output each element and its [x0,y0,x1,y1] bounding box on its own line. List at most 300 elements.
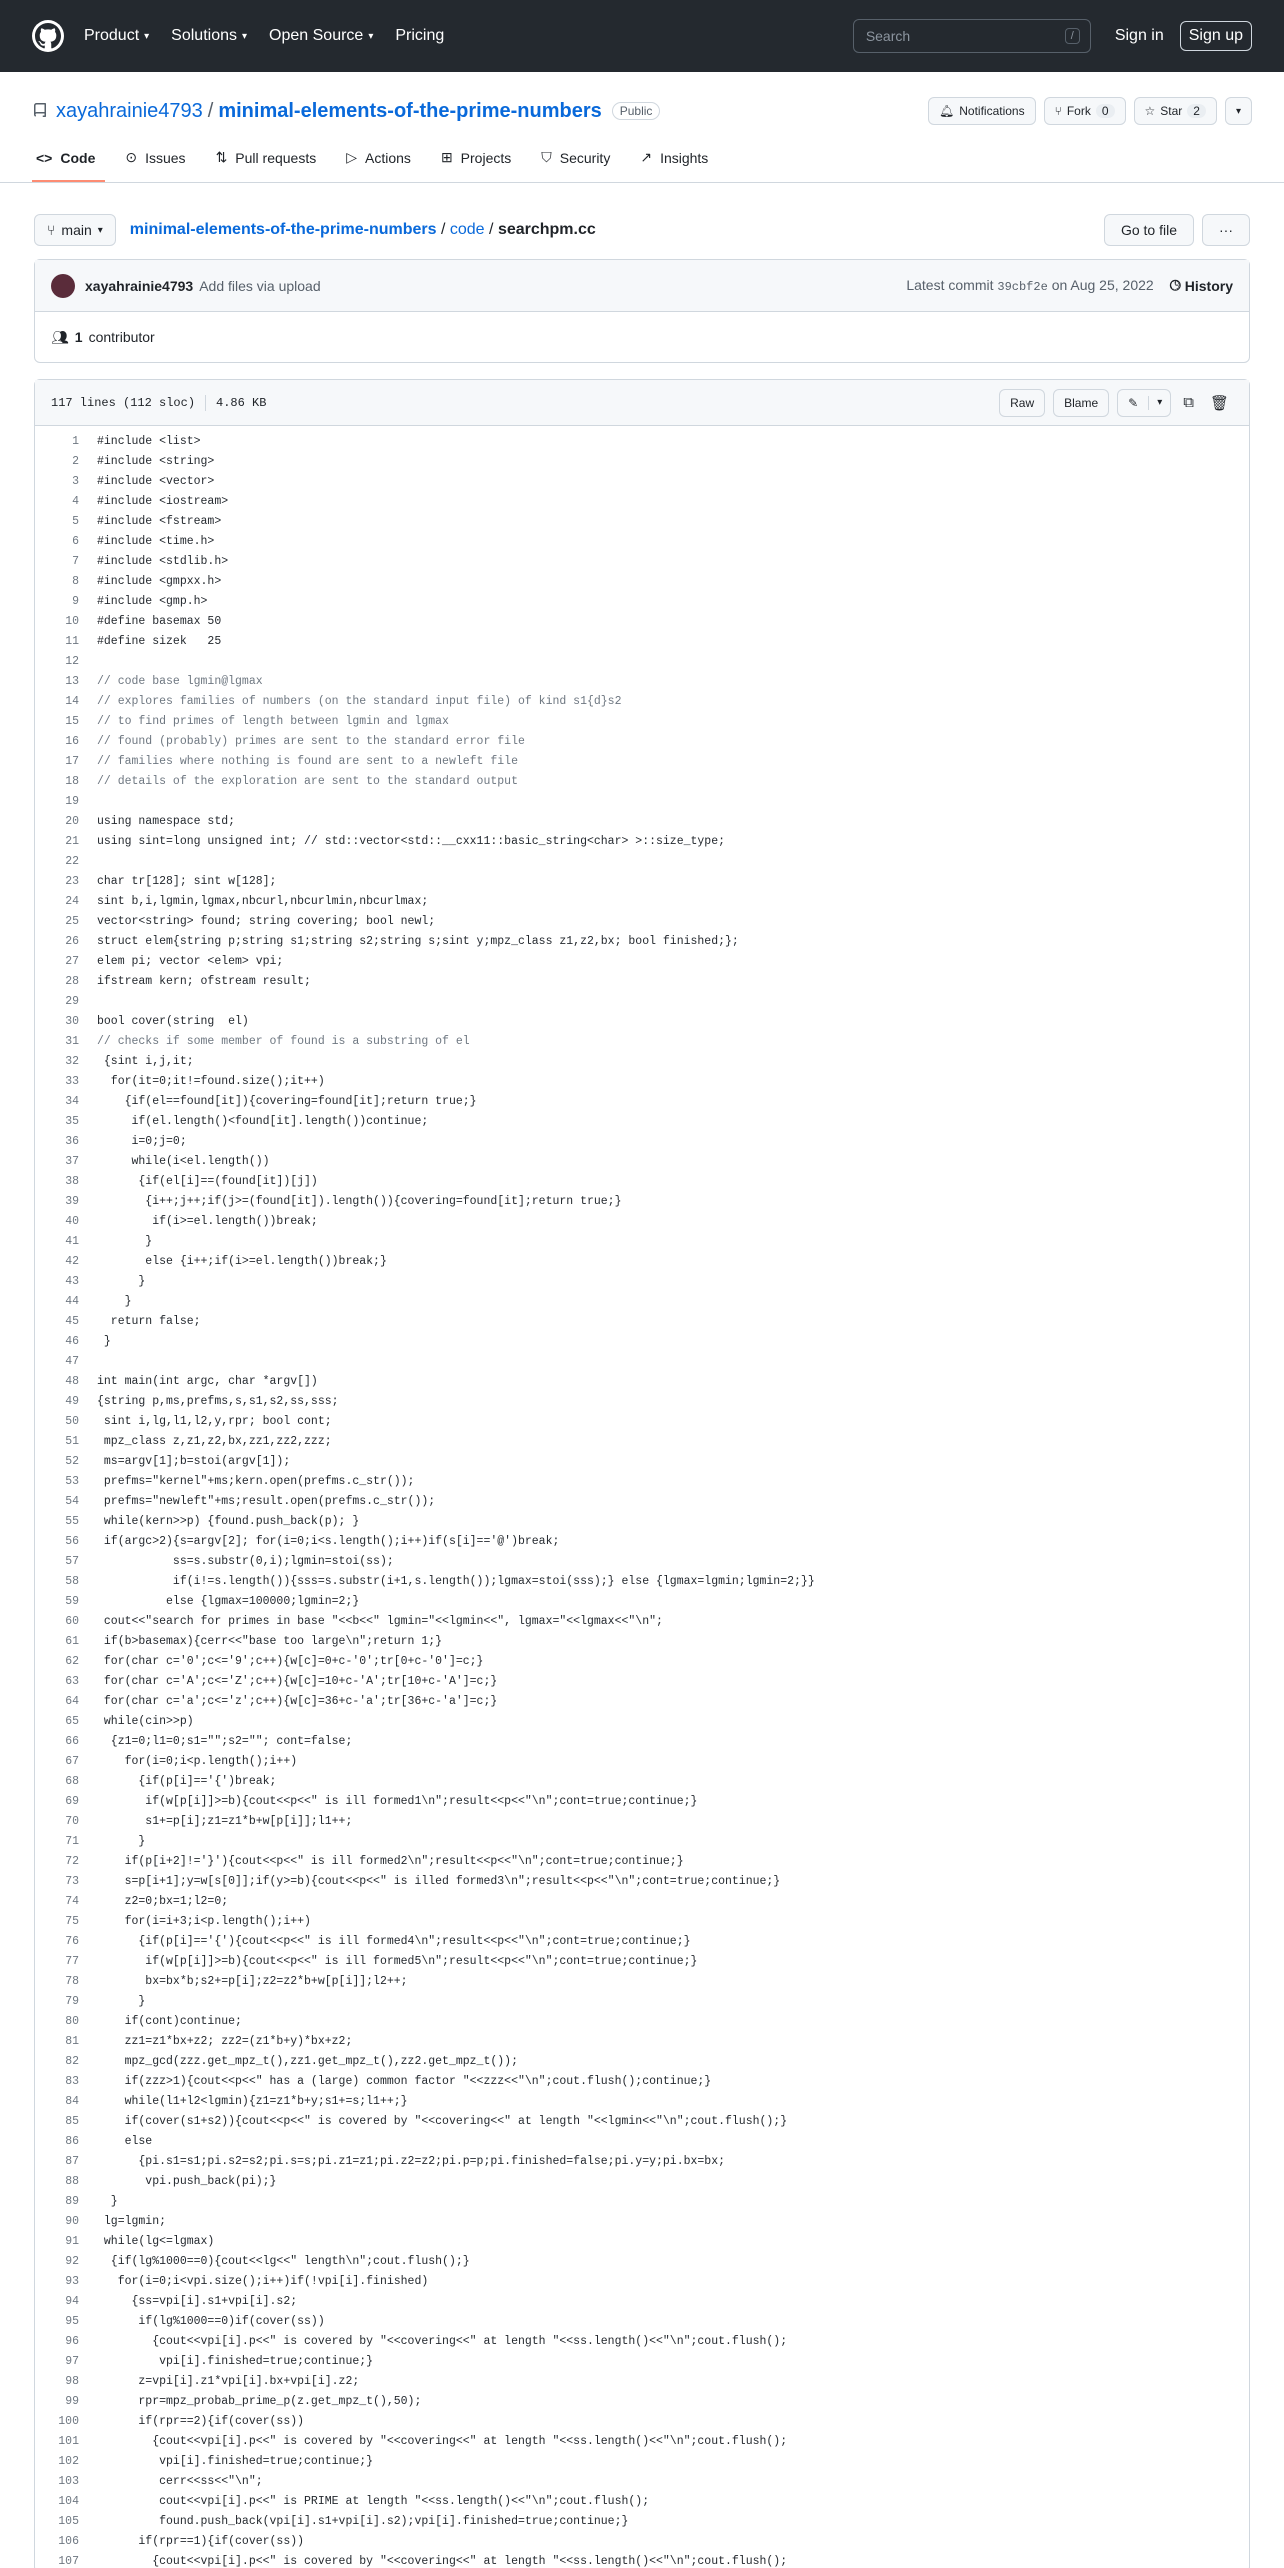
code-line [35,652,1249,672]
line-text: while(l1+l2<lgmin){z1=z1*b+y;s1+=s;l1++;} [97,2095,408,2108]
line-number[interactable]: 63 [65,1675,79,1688]
code-line [35,972,1249,992]
latest-commit-row [35,260,1249,312]
line-text: {pi.s1=s1;pi.s2=s2;pi.s=s;pi.z1=z1;pi.z2=z2;pi.p=p;pi.finished=false;pi.y=y;pi.bx=bx; [97,2155,726,2168]
line-text: {string p,ms,prefms,s,s1,s2,ss,sss; [97,1395,339,1408]
line-text: mpz_class z,z1,z2,bx,zz1,zz2,zzz; [97,1435,332,1448]
code-line [35,2492,1249,2512]
line-number[interactable]: 30 [65,1015,79,1028]
line-text: vpi[i].finished=true;continue;} [97,2455,374,2468]
line-text: vector<string> found; string covering; bool newl; [97,915,436,928]
breadcrumb [130,221,596,239]
line-number[interactable]: 51 [65,1435,79,1448]
contributors-row[interactable]: 👥︎ 1 contributor [51,328,155,345]
line-number[interactable]: 73 [65,1875,79,1888]
edit-button[interactable] [1117,389,1171,417]
commit-sha-link[interactable]: 39cbf2e [997,280,1048,294]
line-number[interactable]: 83 [65,2075,79,2088]
line-number[interactable]: 97 [65,2355,79,2368]
line-text: for(it=0;it!=found.size();it++) [97,1075,325,1088]
line-number[interactable]: 31 [65,1035,79,1048]
line-number[interactable]: 65 [65,1715,79,1728]
line-text: lg=lgmin; [97,2215,167,2228]
chevron-down-icon: ▾ [368,30,374,42]
line-number[interactable]: 58 [65,1575,79,1588]
line-number[interactable]: 8 [72,575,79,588]
code-line [35,592,1249,612]
line-number[interactable]: 49 [65,1395,79,1408]
chevron-down-icon: ▾ [1157,397,1163,408]
line-number[interactable]: 4 [72,495,79,508]
code-line [35,832,1249,852]
line-text: // to find primes of length between lgmin and lgmax [97,715,449,728]
code-line [35,1592,1249,1612]
line-text: found.push_back(vpi[i].s1+vpi[i].s2);vpi[i].finished=true;continue;} [97,2515,629,2528]
line-number[interactable]: 32 [65,1055,79,1068]
file-size: 4.86 KB [216,395,267,410]
line-text: #include <stdlib.h> [97,555,229,568]
code-line [35,472,1249,492]
code-line [35,1852,1249,1872]
line-text: cerr<<ss<<"\n"; [97,2475,263,2488]
line-number[interactable]: 2 [72,455,79,468]
code-line [35,2412,1249,2432]
line-number[interactable]: 20 [65,815,79,828]
line-number[interactable]: 56 [65,1535,79,1548]
line-number[interactable]: 13 [65,675,79,688]
line-number[interactable]: 21 [65,835,79,848]
line-text: struct elem{string p;string s1;string s2;string s;sint y;mpz_class z1,z2,bx; bool finished;}; [97,935,739,948]
line-text: #include <iostream> [97,495,229,508]
code-line [35,692,1249,712]
star-button[interactable]: ☆ Star 2 [1134,97,1217,125]
line-text: vpi[i].finished=true;continue;} [97,2355,374,2368]
line-number[interactable]: 88 [65,2175,79,2188]
code-line [35,632,1249,652]
chevron-down-icon: ▾ [97,224,103,236]
line-text: {ss=vpi[i].s1+vpi[i].s2; [97,2295,298,2308]
code-line [35,2132,1249,2152]
line-number[interactable]: 16 [65,735,79,748]
line-text: while(cin>>p) [97,1715,194,1728]
code-line [35,1192,1249,1212]
branch-select[interactable]: ⑂ main ▾ [34,214,116,246]
line-number[interactable]: 5 [72,515,79,528]
code-line [35,2032,1249,2052]
line-number[interactable]: 98 [65,2375,79,2388]
copy-icon[interactable]: ⧉ [1183,394,1194,411]
code-line [35,2072,1249,2092]
shield-icon: ⛉ [541,149,552,165]
code-line [35,452,1249,472]
code-line [35,2512,1249,2532]
tab-pull-requests[interactable]: ⇅ Pull requests [215,149,317,166]
line-text: // explores families of numbers (on the standard input file) of kind s1{d}s2 [97,695,622,708]
code-line [35,1372,1249,1392]
fork-button[interactable]: ⑂ Fork 0 [1044,97,1126,125]
repo-title [32,72,1252,134]
code-line [35,1772,1249,1792]
code-line [35,612,1249,632]
line-number[interactable]: 69 [65,1795,79,1808]
line-number[interactable]: 61 [65,1635,79,1648]
line-text: for(char c='a';c<='z';c++){w[c]=36+c-'a';tr[36+c-'a']=c;} [97,1695,498,1708]
line-text: s1+=p[i];z1=z1*b+w[p[i]];l1++; [97,1815,353,1828]
tab-actions[interactable]: ▷ Actions [346,149,411,166]
play-icon: ▷ [346,149,358,165]
line-number[interactable]: 24 [65,895,79,908]
code-line [35,2392,1249,2412]
line-number[interactable]: 52 [65,1455,79,1468]
line-text: {if(p[i]=='{')break; [97,1775,277,1788]
line-number[interactable]: 74 [65,1895,79,1908]
sign-up-button[interactable]: Sign up [1180,21,1252,51]
line-number[interactable]: 90 [65,2215,79,2228]
line-number[interactable]: 48 [65,1375,79,1388]
line-number[interactable]: 42 [65,1255,79,1268]
code-line [35,952,1249,972]
history-link[interactable]: 🕒︎ History [1169,277,1233,294]
blame-button[interactable]: Blame [1053,389,1109,417]
line-number[interactable]: 12 [65,655,79,668]
line-number[interactable]: 82 [65,2055,79,2068]
breadcrumb-repo-link[interactable]: minimal-elements-of-the-prime-numbers [129,221,437,238]
line-number[interactable]: 79 [65,1995,79,2008]
line-text: } [97,1275,146,1288]
code-line [35,1472,1249,1492]
visibility-badge: Public [612,102,661,120]
line-number[interactable]: 3 [72,475,79,488]
code-line [35,2452,1249,2472]
line-number[interactable]: 50 [65,1415,79,1428]
line-number[interactable]: 64 [65,1695,79,1708]
line-text: z=vpi[i].z1*vpi[i].bx+vpi[i].z2; [97,2375,360,2388]
line-number[interactable]: 93 [65,2275,79,2288]
line-text: elem pi; vector <elem> vpi; [97,955,284,968]
search-input[interactable]: Search / [853,19,1091,53]
code-line [35,1932,1249,1952]
line-number[interactable]: 57 [65,1555,79,1568]
code-line [35,1992,1249,2012]
line-number[interactable]: 95 [65,2315,79,2328]
line-text: else {lgmax=100000;lgmin=2;} [97,1595,360,1608]
line-text: char tr[128]; sint w[128]; [97,875,277,888]
line-text: zz1=z1*bx+z2; zz2=(z1*b+y)*bx+z2; [97,2035,353,2048]
code-line [35,1872,1249,1892]
line-number[interactable]: 38 [65,1175,79,1188]
line-number[interactable]: 103 [58,2475,79,2488]
code-line [35,672,1249,692]
nav-solutions[interactable]: Solutions ▾ [171,27,248,44]
bell-icon: 🔔︎ [939,104,955,118]
line-number[interactable]: 60 [65,1615,79,1628]
line-number[interactable]: 35 [65,1115,79,1128]
code-line [35,1412,1249,1432]
trash-icon[interactable]: 🗑︎ [1209,394,1229,412]
code-line [35,712,1249,732]
line-number[interactable]: 19 [65,795,79,808]
code-line [35,1032,1249,1052]
commit-author-link[interactable]: xayahrainie4793 [85,277,194,294]
tab-code[interactable]: <> Code [32,150,105,182]
code-line [35,1532,1249,1552]
tab-security[interactable]: ⛉ Security [541,149,611,166]
branch-icon: ⑂ [47,222,56,238]
avatar[interactable] [51,274,75,298]
line-text: {i++;j++;if(j>=(found[it]).length()){covering=found[it];return true;} [97,1195,622,1208]
line-number[interactable]: 28 [65,975,79,988]
line-number[interactable]: 78 [65,1975,79,1988]
code-line [35,1652,1249,1672]
line-number[interactable]: 43 [65,1275,79,1288]
code-line [35,1212,1249,1232]
nav-open-source[interactable]: Open Source ▾ [269,27,374,44]
line-number[interactable]: 37 [65,1155,79,1168]
line-number[interactable]: 81 [65,2035,79,2048]
line-text: cout<<vpi[i].p<<" is PRIME at length "<<ss.length()<<"\n";cout.flush(); [97,2495,650,2508]
line-number[interactable]: 105 [58,2515,79,2528]
issue-icon: ⊙ [125,149,138,165]
line-number[interactable]: 10 [65,615,79,628]
code-line [35,1452,1249,1472]
code-line [35,1352,1249,1372]
pull-request-icon: ⇅ [215,149,228,165]
code-line [35,1132,1249,1152]
chevron-down-icon: ▾ [1235,105,1241,117]
sign-in-link[interactable]: Sign in [1114,27,1164,44]
line-number[interactable]: 86 [65,2135,79,2148]
repo-name-link[interactable]: minimal-elements-of-the-prime-numbers [218,99,602,122]
line-number[interactable]: 87 [65,2155,79,2168]
line-number[interactable]: 47 [65,1355,79,1368]
line-number[interactable]: 26 [65,935,79,948]
line-number[interactable]: 18 [65,775,79,788]
code-line [35,792,1249,812]
line-number[interactable]: 33 [65,1075,79,1088]
line-number[interactable]: 9 [72,595,79,608]
line-number[interactable]: 107 [58,2555,79,2568]
line-text: #include <string> [97,455,215,468]
line-number[interactable]: 29 [65,995,79,1008]
line-number[interactable]: 68 [65,1775,79,1788]
breadcrumb-folder-link[interactable]: code [449,221,485,238]
line-text: } [97,2195,118,2208]
line-number[interactable]: 84 [65,2095,79,2108]
line-text: {if(el[i]==(found[it])[j]) [97,1175,318,1188]
line-number[interactable]: 94 [65,2295,79,2308]
code-line [35,2292,1249,2312]
code-line [35,1272,1249,1292]
code-line [35,2152,1249,2172]
notifications-button[interactable]: 🔔︎ Notifications [928,97,1036,125]
line-number[interactable]: 92 [65,2255,79,2268]
line-number[interactable]: 17 [65,755,79,768]
line-number[interactable]: 71 [65,1835,79,1848]
line-number[interactable]: 44 [65,1295,79,1308]
code-line [35,2012,1249,2032]
line-number[interactable]: 46 [65,1335,79,1348]
line-text: ms=argv[1];b=stoi(argv[1]); [97,1455,291,1468]
code-line [35,2212,1249,2232]
line-number[interactable]: 40 [65,1215,79,1228]
line-number[interactable]: 36 [65,1135,79,1148]
code-line [35,552,1249,572]
line-number[interactable]: 55 [65,1515,79,1528]
repo-separator: / [207,99,214,122]
line-number[interactable]: 106 [58,2535,79,2548]
code-line [35,2172,1249,2192]
line-number[interactable]: 77 [65,1955,79,1968]
line-number[interactable]: 59 [65,1595,79,1608]
chevron-down-icon: ▾ [144,30,150,42]
line-text: ss=s.substr(0,i);lgmin=stoi(ss); [97,1555,394,1568]
line-text: z2=0;bx=1;l2=0; [97,1895,229,1908]
line-number[interactable]: 72 [65,1855,79,1868]
commit-message[interactable]: Add files via upload [199,277,321,294]
code-line [35,2332,1249,2352]
divider [205,395,206,411]
code-line [35,2232,1249,2252]
line-number[interactable]: 96 [65,2335,79,2348]
line-number[interactable]: 91 [65,2235,79,2248]
table-icon: ⊞ [440,149,453,165]
line-text: // details of the exploration are sent to the standard output [97,775,518,788]
line-number[interactable]: 45 [65,1315,79,1328]
code-line [35,1332,1249,1352]
chevron-down-icon: ▾ [242,30,248,42]
line-text: else [97,2135,153,2148]
code-line [35,1692,1249,1712]
line-number[interactable]: 11 [65,635,79,648]
code-line [35,1252,1249,1272]
code-icon: <> [36,150,53,166]
line-text: cout<<"search for primes in base "<<b<<" lgmin="<<lgmin<<", lgmax="<<lgmax<<"\n"; [97,1615,663,1628]
line-number[interactable]: 99 [65,2395,79,2408]
file-lines-info: 117 lines (112 sloc) [51,395,196,410]
nav-pricing[interactable]: Pricing [395,27,445,44]
line-number[interactable]: 62 [65,1655,79,1668]
slash-shortcut: / [1065,28,1080,44]
line-number[interactable]: 104 [58,2495,79,2508]
line-number[interactable]: 80 [65,2015,79,2028]
code-line [35,1172,1249,1192]
line-number[interactable]: 27 [65,955,79,968]
line-number[interactable]: 15 [65,715,79,728]
line-text: {sint i,j,it; [97,1055,194,1068]
code-line [35,1492,1249,1512]
raw-button[interactable]: Raw [999,389,1045,417]
line-text: } [97,1995,146,2008]
line-text: if(cont)continue; [97,2015,242,2028]
file-header [35,380,1249,426]
line-number[interactable]: 70 [65,1815,79,1828]
line-number[interactable]: 89 [65,2195,79,2208]
code-line [35,2112,1249,2132]
code-line [35,2252,1249,2272]
line-text: rpr=mpz_probab_prime_p(z.get_mpz_t(),50); [97,2395,422,2408]
star-count: 2 [1187,104,1206,118]
line-number[interactable]: 53 [65,1475,79,1488]
code-line [35,1912,1249,1932]
line-number[interactable]: 100 [58,2415,79,2428]
line-number[interactable]: 54 [65,1495,79,1508]
line-number[interactable]: 25 [65,915,79,928]
code-line [35,1232,1249,1252]
line-text: // families where nothing is found are sent to a newleft file [97,755,518,768]
code-line [35,1092,1249,1112]
line-number[interactable]: 66 [65,1735,79,1748]
line-text: #define sizek 25 [97,635,222,648]
line-number[interactable]: 34 [65,1095,79,1108]
line-number[interactable]: 41 [65,1235,79,1248]
line-number[interactable]: 6 [72,535,79,548]
line-text: {z1=0;l1=0;s1="";s2=""; cont=false; [97,1735,353,1748]
fork-icon: ⑂ [1054,104,1062,118]
path-row [34,201,1250,259]
line-number[interactable]: 67 [65,1755,79,1768]
line-number[interactable]: 101 [58,2435,79,2448]
line-number[interactable]: 85 [65,2115,79,2128]
line-text: for(char c='0';c<='9';c++){w[c]=0+c-'0';tr[0+c-'0']=c;} [97,1655,484,1668]
code-line [35,572,1249,592]
more-options-button[interactable]: ··· [1202,214,1250,246]
line-text: // code base lgmin@lgmax [97,675,263,688]
code-line [35,1632,1249,1652]
nav-product[interactable]: Product ▾ [84,27,150,44]
line-text: ifstream kern; ofstream result; [97,975,311,988]
line-number[interactable]: 23 [65,875,79,888]
line-number[interactable]: 75 [65,1915,79,1928]
code-line [35,1672,1249,1692]
tab-issues[interactable]: ⊙ Issues [125,149,186,166]
line-number[interactable]: 14 [65,695,79,708]
line-number[interactable]: 102 [58,2455,79,2468]
line-number[interactable]: 7 [72,555,79,568]
line-text: for(i=i+3;i<p.length();i++) [97,1915,311,1928]
github-logo-icon[interactable] [32,20,64,52]
code-line [35,2472,1249,2492]
line-number[interactable]: 76 [65,1935,79,1948]
line-text: sint i,lg,l1,l2,y,rpr; bool cont; [97,1415,332,1428]
repo-owner-link[interactable]: xayahrainie4793 [56,99,203,122]
code-line [35,1312,1249,1332]
code-line [35,2272,1249,2292]
tab-projects[interactable]: ⊞ Projects [440,149,512,166]
star-dropdown-button[interactable] [1225,97,1252,125]
line-text: if(argc>2){s=argv[2]; for(i=0;i<s.length();i++)if(s[i]=='@')break; [97,1535,560,1548]
fork-count: 0 [1096,104,1115,118]
line-number[interactable]: 1 [72,435,79,448]
line-number[interactable]: 39 [65,1195,79,1208]
line-text: s=p[i+1];y=w[s[0]];if(y>=b){cout<<p<<" is illed formed3\n";result<<p<<"\n";cont=true;continue;} [97,1875,781,1888]
line-text: #include <fstream> [97,515,222,528]
line-text: // found (probably) primes are sent to the standard error file [97,735,525,748]
code-line [35,1572,1249,1592]
code-line [35,1712,1249,1732]
code-line [35,892,1249,912]
tab-insights[interactable]: ↗ Insights [640,149,709,166]
line-number[interactable]: 22 [65,855,79,868]
go-to-file-button[interactable]: Go to file [1104,214,1194,246]
line-text: return false; [97,1315,201,1328]
line-text: vpi.push_back(pi);} [97,2175,277,2188]
code-line [35,492,1249,512]
line-text: if(rpr==1){if(cover(ss)) [97,2535,305,2548]
code-lines [35,426,1249,2568]
code-line [35,1392,1249,1412]
line-text: } [97,1295,132,1308]
code-line [35,1512,1249,1532]
